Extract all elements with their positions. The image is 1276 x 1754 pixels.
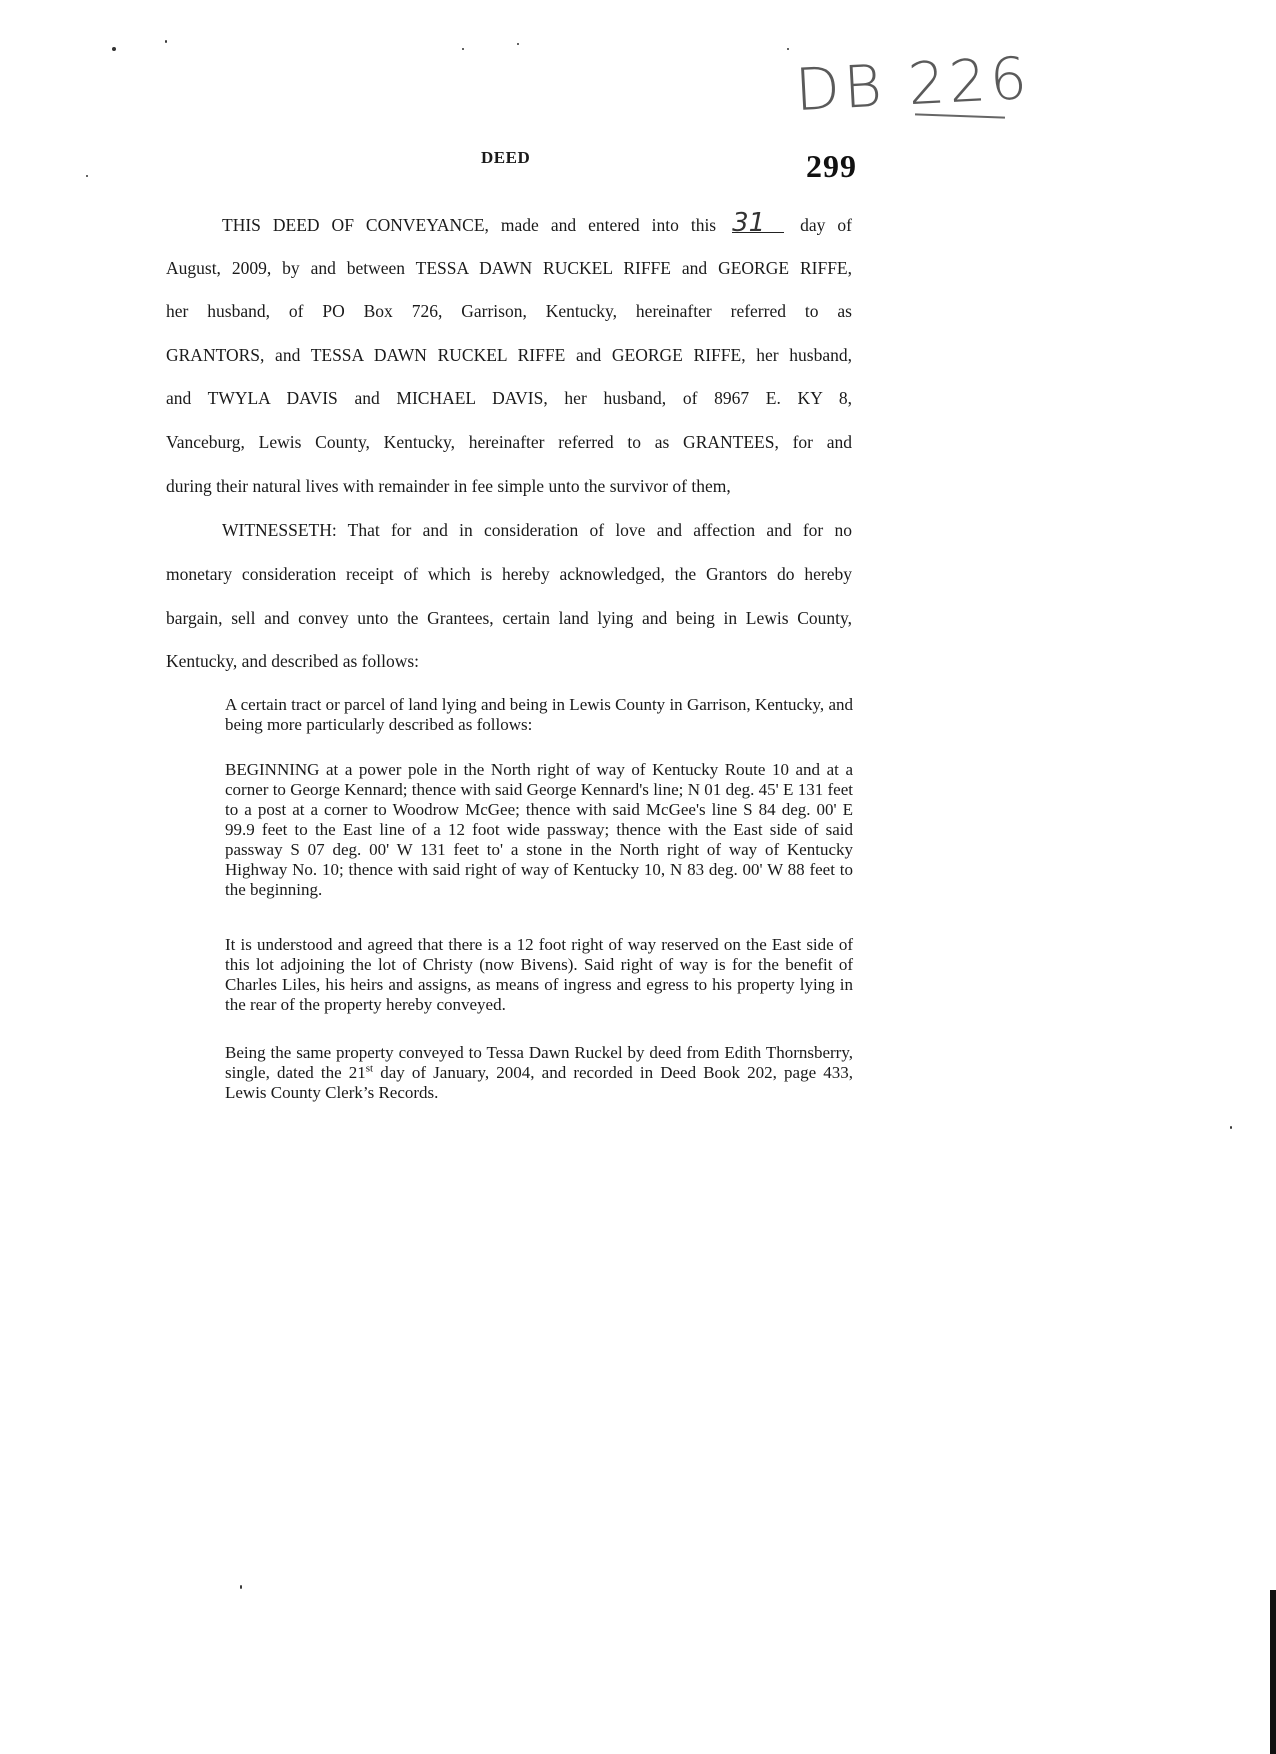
- intro-line-4: GRANTORS, and TESSA DAWN RUCKEL RIFFE and GEORGE RIFFE, her husband,: [166, 345, 852, 365]
- page-number: 299: [806, 148, 857, 184]
- handwritten-book-reference: DB 226: [793, 43, 1033, 125]
- witnesseth-line-1: WITNESSETH: That for and in consideration of love and affection and for no: [222, 520, 852, 540]
- document-title: DEED: [481, 148, 531, 167]
- source-deed-end: day of January, 2004, and recorded in Deed Book 202, page 433, Lewis County Clerk’s Records.: [225, 1063, 853, 1102]
- source-deed-text: [225, 1043, 853, 1103]
- scan-speck: [165, 40, 167, 43]
- scan-speck: [1230, 1126, 1232, 1129]
- right-of-way-text: It is understood and agreed that there is a 12 foot right of way reserved on the East side of this lot adjoining the lot of Christy (now Bivens). Said right of way is for the benefit of Charles Liles, his heirs and assigns, as means of ingress and egress to his property lying in the rear of the property hereby conveyed.: [225, 935, 853, 1014]
- intro-line-1-start: THIS DEED OF CONVEYANCE, made and entered into this: [222, 215, 717, 235]
- scan-speck: [517, 43, 519, 45]
- scan-speck: [240, 1585, 242, 1589]
- witnesseth-line-4: Kentucky, and described as follows:: [166, 651, 420, 671]
- scan-speck: [112, 47, 116, 51]
- scan-speck: [86, 175, 88, 177]
- handwritten-day: 31: [732, 214, 784, 233]
- intro-line-6: Vanceburg, Lewis County, Kentucky, hereinafter referred to as GRANTEES, for and: [166, 432, 852, 452]
- scan-edge-mark: [1270, 1590, 1276, 1754]
- intro-line-5: and TWYLA DAVIS and MICHAEL DAVIS, her husband, of 8967 E. KY 8,: [166, 388, 852, 408]
- ordinal-suffix: st: [365, 1062, 374, 1075]
- intro-line-7: during their natural lives with remainder in fee simple unto the survivor of them,: [166, 476, 731, 496]
- intro-line-1: [222, 208, 853, 238]
- metes-and-bounds-text: BEGINNING at a power pole in the North right of way of Kentucky Route 10 and at a corner to George Kennard; thence with said George Kennard's line; N 01 deg. 45' E 131 feet to a post at a corner to Woodrow McGee; thence with said McGee's line S 84 deg. 00' E 99.9 feet to the East line of a 12 foot wide passway; thence with the East side of said passway S 07 deg. 00' W 131 feet to' a stone in the North right of way of Kentucky Highway No. 10; thence with said right of way of Kentucky 10, N 83 deg. 00' W 88 feet to the beginning.: [225, 760, 853, 899]
- intro-line-2: August, 2009, by and between TESSA DAWN RUCKEL RIFFE and GEORGE RIFFE,: [166, 258, 852, 278]
- metes-and-bounds-paragraph: [225, 760, 853, 900]
- source-deed-paragraph: [225, 1043, 853, 1103]
- scan-speck: [462, 48, 464, 50]
- tract-text: A certain tract or parcel of land lying and being in Lewis County in Garrison, Kentucky, and being more particularly described as follows:: [225, 695, 853, 734]
- intro-line-3: her husband, of PO Box 726, Garrison, Kentucky, hereinafter referred to as: [166, 301, 852, 321]
- source-deed-start: Being the same property conveyed to Tessa Dawn Ruckel by deed from Edith Thornsberry, single, dated the 21: [225, 1043, 853, 1082]
- tract-paragraph: [225, 695, 853, 735]
- intro-line-1-end: day of: [800, 215, 853, 235]
- right-of-way-paragraph: [225, 935, 853, 1015]
- witnesseth-line-3: bargain, sell and convey unto the Grantees, certain land lying and being in Lewis County,: [166, 608, 852, 628]
- scan-speck: [787, 48, 789, 50]
- witnesseth-line-2: monetary consideration receipt of which is hereby acknowledged, the Grantors do hereby: [166, 564, 852, 584]
